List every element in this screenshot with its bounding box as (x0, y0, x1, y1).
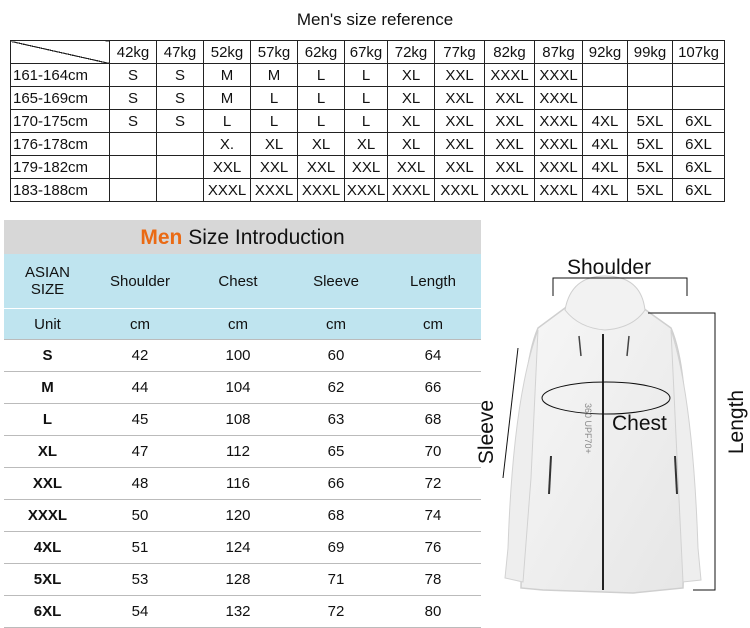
measurement-value: 42 (91, 340, 189, 372)
measurement-row (4, 500, 481, 532)
measurement-row (4, 404, 481, 436)
size-cell: L (298, 87, 345, 110)
weight-header: 87kg (535, 41, 583, 64)
size-cell: M (251, 64, 298, 87)
measurement-header: Length (385, 254, 481, 309)
size-name: M (4, 372, 91, 404)
sleeve-label: Sleeve (475, 399, 499, 465)
size-cell: XXXL (535, 179, 583, 202)
size-cell: XXL (485, 133, 535, 156)
size-reference-row (11, 179, 725, 202)
size-cell: M (204, 64, 251, 87)
size-cell: XL (251, 133, 298, 156)
measurement-value: 68 (385, 404, 481, 436)
size-cell: XL (388, 64, 435, 87)
weight-header: 92kg (583, 41, 628, 64)
measurement-value: 80 (385, 596, 481, 628)
shoulder-label: Shoulder (567, 256, 652, 279)
weight-header: 57kg (251, 41, 298, 64)
size-cell (110, 179, 157, 202)
size-cell (628, 64, 673, 87)
size-cell: 6XL (673, 179, 725, 202)
size-cell: XXL (435, 87, 485, 110)
weight-header: 82kg (485, 41, 535, 64)
size-cell: XXXL (535, 110, 583, 133)
size-cell: S (110, 64, 157, 87)
measurement-value: 48 (91, 468, 189, 500)
size-cell: XXXL (298, 179, 345, 202)
weight-header-row (11, 41, 725, 64)
size-cell: XL (345, 133, 388, 156)
measurement-header: ASIAN SIZE (4, 254, 91, 309)
measurement-value: 74 (385, 500, 481, 532)
unit-row (4, 309, 481, 340)
size-cell (673, 87, 725, 110)
length-label: Length (725, 389, 749, 455)
size-cell: S (157, 64, 204, 87)
size-cell: XXL (298, 156, 345, 179)
size-name: L (4, 404, 91, 436)
measurement-header: Shoulder (91, 254, 189, 309)
size-cell: XXXL (535, 64, 583, 87)
measurement-value: 116 (189, 468, 287, 500)
size-cell: L (298, 110, 345, 133)
measurement-value: 128 (189, 564, 287, 596)
size-cell: S (157, 110, 204, 133)
size-cell (628, 87, 673, 110)
size-cell: 6XL (673, 133, 725, 156)
size-cell: 6XL (673, 110, 725, 133)
measurement-row (4, 340, 481, 372)
size-cell: XXL (435, 133, 485, 156)
measurement-value: 64 (385, 340, 481, 372)
size-cell: XXL (485, 110, 535, 133)
measurement-value: 62 (287, 372, 385, 404)
measurement-value: 66 (385, 372, 481, 404)
size-cell: 6XL (673, 156, 725, 179)
size-cell (673, 64, 725, 87)
weight-header: 67kg (345, 41, 388, 64)
size-cell: 4XL (583, 179, 628, 202)
size-cell: L (345, 64, 388, 87)
size-cell: M (204, 87, 251, 110)
measurement-row (4, 532, 481, 564)
measurement-value: 63 (287, 404, 385, 436)
title-accent-men: Men (140, 226, 183, 249)
measurement-value: 50 (91, 500, 189, 532)
size-cell: 5XL (628, 110, 673, 133)
size-cell: XXXL (204, 179, 251, 202)
measurement-value: 53 (91, 564, 189, 596)
size-cell: XXXL (535, 87, 583, 110)
weight-header: 99kg (628, 41, 673, 64)
measurement-value: 54 (91, 596, 189, 628)
size-cell (157, 133, 204, 156)
size-cell: 5XL (628, 133, 673, 156)
size-cell: L (345, 110, 388, 133)
measurement-value: 66 (287, 468, 385, 500)
measurement-value: 70 (385, 436, 481, 468)
measurement-value: 44 (91, 372, 189, 404)
measurement-header: Chest (189, 254, 287, 309)
measurement-value: 68 (287, 500, 385, 532)
size-name: 4XL (4, 532, 91, 564)
size-introduction-table (4, 254, 481, 628)
size-cell: L (345, 87, 388, 110)
measurement-header-row (4, 254, 481, 309)
weight-header: 72kg (388, 41, 435, 64)
size-cell: 5XL (628, 156, 673, 179)
size-cell: XXXL (251, 179, 298, 202)
measurement-value: 132 (189, 596, 287, 628)
size-cell: XXL (204, 156, 251, 179)
size-cell (157, 156, 204, 179)
measurement-value: 60 (287, 340, 385, 372)
size-cell: XL (298, 133, 345, 156)
size-cell: XXL (485, 156, 535, 179)
height-range: 183-188cm (11, 179, 110, 202)
size-cell: S (110, 110, 157, 133)
size-cell: XXXL (535, 133, 583, 156)
measurement-value: 72 (287, 596, 385, 628)
size-reference-row (11, 87, 725, 110)
jacket-image (505, 276, 701, 593)
size-cell: XXL (435, 64, 485, 87)
weight-header: 47kg (157, 41, 204, 64)
size-introduction-panel (4, 220, 481, 628)
size-cell (110, 156, 157, 179)
size-cell: L (204, 110, 251, 133)
size-cell: X. (204, 133, 251, 156)
measurement-value: 104 (189, 372, 287, 404)
size-cell: XL (388, 110, 435, 133)
size-cell: XXL (345, 156, 388, 179)
weight-header: 62kg (298, 41, 345, 64)
height-range: 176-178cm (11, 133, 110, 156)
size-cell (583, 64, 628, 87)
size-reference-row (11, 133, 725, 156)
size-cell: 5XL (628, 179, 673, 202)
corner-cell (11, 41, 110, 64)
size-cell (583, 87, 628, 110)
size-cell: L (251, 87, 298, 110)
size-cell: XXXL (388, 179, 435, 202)
size-introduction-title (4, 220, 481, 254)
size-reference-row (11, 110, 725, 133)
measurement-row (4, 468, 481, 500)
unit-cell: Unit (4, 309, 91, 340)
measurement-value: 112 (189, 436, 287, 468)
size-cell: XL (388, 133, 435, 156)
size-name: 5XL (4, 564, 91, 596)
size-name: S (4, 340, 91, 372)
measurement-value: 51 (91, 532, 189, 564)
height-range: 179-182cm (11, 156, 110, 179)
size-cell: S (157, 87, 204, 110)
size-cell: XL (388, 87, 435, 110)
size-cell: 4XL (583, 110, 628, 133)
size-cell: S (110, 87, 157, 110)
measurement-value: 65 (287, 436, 385, 468)
size-cell: 4XL (583, 156, 628, 179)
title-rest: Size Introduction (182, 226, 345, 249)
size-cell: XXXL (535, 156, 583, 179)
size-reference-row (11, 156, 725, 179)
weight-header: 52kg (204, 41, 251, 64)
height-range: 170-175cm (11, 110, 110, 133)
measurement-row (4, 564, 481, 596)
measurement-value: 124 (189, 532, 287, 564)
size-name: 6XL (4, 596, 91, 628)
measurement-value: 47 (91, 436, 189, 468)
measurement-row (4, 436, 481, 468)
size-cell: XXXL (345, 179, 388, 202)
size-cell: L (251, 110, 298, 133)
size-cell (110, 133, 157, 156)
measurement-value: 120 (189, 500, 287, 532)
size-cell: XXL (485, 87, 535, 110)
size-name: XXL (4, 468, 91, 500)
height-range: 161-164cm (11, 64, 110, 87)
size-cell: XXL (435, 110, 485, 133)
jacket-measurement-diagram (475, 248, 750, 618)
weight-header: 42kg (110, 41, 157, 64)
size-cell: 4XL (583, 133, 628, 156)
unit-cell: cm (91, 309, 189, 340)
measurement-value: 78 (385, 564, 481, 596)
size-cell: XXL (435, 156, 485, 179)
weight-header: 107kg (673, 41, 725, 64)
chest-label: Chest (612, 412, 667, 435)
unit-cell: cm (385, 309, 481, 340)
size-cell: L (298, 64, 345, 87)
measurement-row (4, 596, 481, 628)
size-reference-table (10, 40, 725, 202)
measurement-value: 69 (287, 532, 385, 564)
size-reference-row (11, 64, 725, 87)
size-reference-title: Men's size reference (296, 10, 454, 29)
measurement-value: 100 (189, 340, 287, 372)
size-cell: XXXL (435, 179, 485, 202)
size-name: XXXL (4, 500, 91, 532)
measurement-value: 108 (189, 404, 287, 436)
size-name: XL (4, 436, 91, 468)
size-cell: XXL (388, 156, 435, 179)
measurement-value: 71 (287, 564, 385, 596)
measurement-value: 72 (385, 468, 481, 500)
measurement-header: Sleeve (287, 254, 385, 309)
unit-cell: cm (287, 309, 385, 340)
size-cell: XXXL (485, 64, 535, 87)
measurement-value: 76 (385, 532, 481, 564)
unit-cell: cm (189, 309, 287, 340)
measurement-value: 45 (91, 404, 189, 436)
jacket-print-text: 360 UPF70+ (583, 403, 593, 454)
height-range: 165-169cm (11, 87, 110, 110)
size-cell (157, 179, 204, 202)
measurement-row (4, 372, 481, 404)
size-cell: XXL (251, 156, 298, 179)
size-cell: XXXL (485, 179, 535, 202)
weight-header: 77kg (435, 41, 485, 64)
